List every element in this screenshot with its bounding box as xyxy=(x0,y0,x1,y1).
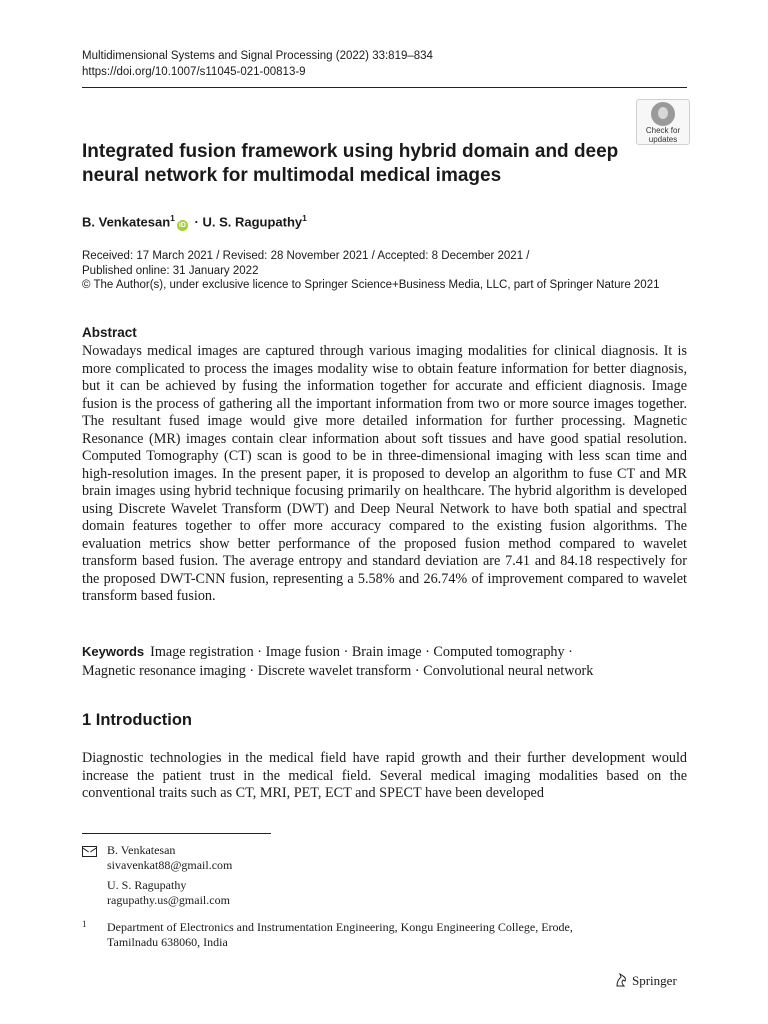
footnote-rule xyxy=(82,833,271,834)
crossmark-label-1: Check for xyxy=(645,126,681,135)
section-heading-introduction: 1 Introduction xyxy=(82,711,192,729)
orcid-icon[interactable]: iD xyxy=(178,222,186,230)
keywords-line: Magnetic resonance imaging · Discrete wavelet transform · Convolutional neural network xyxy=(82,663,594,679)
dates-line: Published online: 31 January 2022 xyxy=(82,264,259,277)
author-affiliation-marker: 1 xyxy=(170,213,175,223)
journal-header xyxy=(82,48,433,80)
springer-horse-icon xyxy=(614,973,628,987)
header-rule xyxy=(82,87,687,88)
publication-history xyxy=(82,249,692,293)
contact-name: U. S. Ragupathy xyxy=(107,878,187,892)
abstract-text: Nowadays medical images are captured through various imaging modalities for clinical diagnosis. It is more complicated to process the images modality wise to obtain feature information for better diagnosis, but it can be achieved by fusing the information together for accurate and efficient diagnosis. Image fusion is the process of gathering all the important information from two or more source images together. The resultant fused image would give more detailed information for further processing. Magnetic Resonance (MR) images contain clear information about soft tissues and have good spatial resolution. Computed Tomography (CT) scan is good to be in three-dimensional imaging with less scan time and high-resolution images. In the present paper, it is proposed to develop an algorithm to fuse CT and MR brain images using hybrid technique focusing primarily on healthcare. The hybrid algorithm is developed using Discrete Wavelet Transform (DWT) and Deep Neural Network to have both spatial and spectral domain features together to offer more accuracy compared to the existing fusion algorithms. The evaluation metrics show better performance of the proposed fusion method compared to wavelet transform based fusion. The average entropy and standard deviation are 7.41 and 84.18 respectively for the proposed DWT-CNN fusion, representing a 5.58% and 26.74% of improvement compared to wavelet transform based fusion. xyxy=(82,343,687,604)
affiliation-line: Tamilnadu 638060, India xyxy=(107,935,228,949)
publisher-logo xyxy=(614,972,677,990)
crossmark-icon xyxy=(651,102,675,126)
contact-author-1 xyxy=(107,843,232,873)
keywords-block xyxy=(82,642,687,681)
keywords-line: Image registration · Image fusion · Brain image · Computed tomography · xyxy=(150,644,573,660)
doi-link[interactable]: https://doi.org/10.1007/s11045-021-00813-9 xyxy=(82,66,306,78)
affiliation-marker: 1 xyxy=(82,919,87,929)
publisher-name: Springer xyxy=(632,973,677,988)
author-name[interactable]: B. Venkatesan xyxy=(82,214,171,230)
journal-citation: Multidimensional Systems and Signal Processing (2022) 33:819–834 xyxy=(82,50,433,62)
author-separator: · xyxy=(194,214,199,230)
crossmark-label-2: updates xyxy=(648,135,678,144)
abstract-heading: Abstract xyxy=(82,325,137,340)
dates-line: Received: 17 March 2021 / Revised: 28 November 2021 / Accepted: 8 December 2021 / xyxy=(82,250,530,262)
check-for-updates-badge[interactable] xyxy=(636,99,690,145)
contact-email[interactable]: ragupathy.us@gmail.com xyxy=(107,893,230,907)
paper-title: Integrated fusion framework using hybrid domain and deep neural network for multimodal medical images xyxy=(82,141,619,186)
affiliation-line: Department of Electronics and Instrumentation Engineering, Kongu Engineering College, Erode, xyxy=(107,920,573,934)
author-name[interactable]: U. S. Ragupathy xyxy=(202,214,303,230)
author-list xyxy=(82,209,307,231)
contact-author-2 xyxy=(107,878,230,908)
keywords-label: Keywords xyxy=(82,644,145,659)
author-affiliation-marker: 1 xyxy=(302,213,307,223)
contact-name: B. Venkatesan xyxy=(107,843,176,857)
affiliation xyxy=(107,920,573,950)
envelope-icon xyxy=(82,846,97,857)
introduction-text: Diagnostic technologies in the medical field have rapid growth and their further development would increase the patient trust in the medical field. Several medical imaging modalities based on the conventional traits such as CT, MRI, PET, ECT and SPECT have been developed xyxy=(82,750,687,801)
contact-email[interactable]: sivavenkat88@gmail.com xyxy=(107,858,233,872)
copyright-line: © The Author(s), under exclusive licence to Springer Science+Business Media, LLC, part of Springer Nature 2021 xyxy=(82,279,660,291)
